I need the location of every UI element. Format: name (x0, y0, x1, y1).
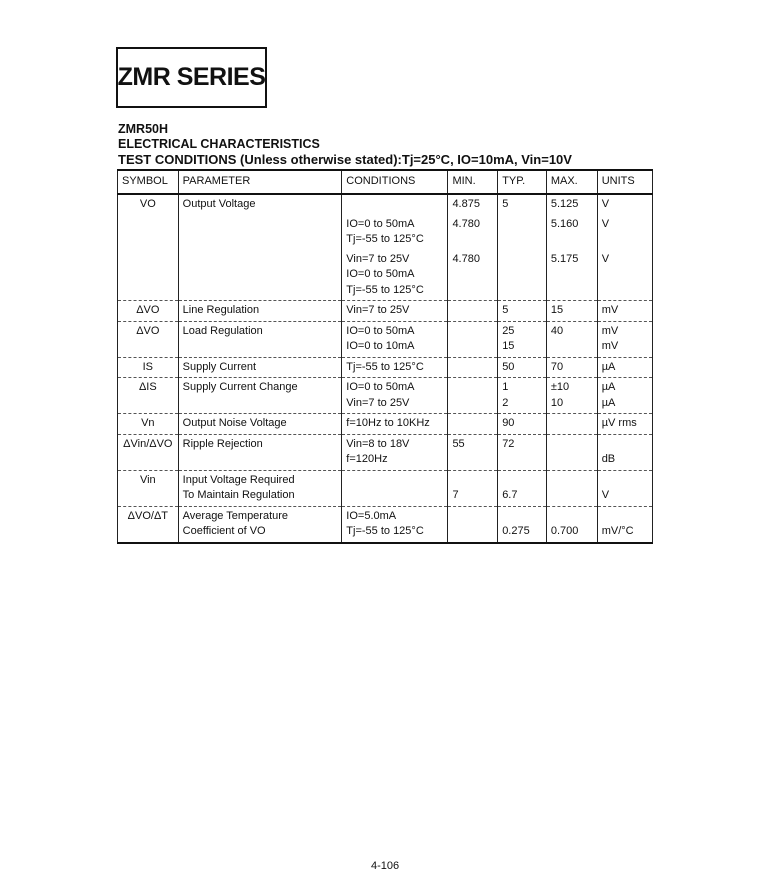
electrical-characteristics-table (117, 169, 653, 544)
table-header-row (118, 170, 653, 194)
cell-units: V (597, 250, 652, 301)
cell-max: 5.125 (546, 194, 597, 215)
table-row (118, 434, 653, 470)
cell-min (448, 414, 498, 435)
section-title: ELECTRICAL CHARACTERISTICS (118, 137, 320, 151)
cell-max: 0.700 (546, 506, 597, 543)
cell-symbol: ΔVO (118, 301, 179, 322)
cell-conditions: Tj=-55 to 125°C (342, 357, 448, 378)
cell-parameter: Output Voltage (178, 194, 342, 215)
cell-units: V (597, 194, 652, 215)
table-row (118, 378, 653, 414)
cell-symbol (118, 215, 179, 250)
cell-min (448, 357, 498, 378)
cell-max: 5.160 (546, 215, 597, 250)
table-row (118, 250, 653, 301)
cell-parameter: Line Regulation (178, 301, 342, 322)
cell-units: µA µA (597, 378, 652, 414)
cell-parameter: Ripple Rejection (178, 434, 342, 470)
cell-min: 4.875 (448, 194, 498, 215)
cell-symbol: IS (118, 357, 179, 378)
cell-parameter: Load Regulation (178, 321, 342, 357)
cell-max: 15 (546, 301, 597, 322)
cell-conditions: IO=0 to 50mA Vin=7 to 25V (342, 378, 448, 414)
cell-typ: 25 15 (498, 321, 547, 357)
cell-max: 40 (546, 321, 597, 357)
cell-symbol: VO (118, 194, 179, 215)
cell-typ (498, 250, 547, 301)
cell-conditions: Vin=7 to 25V (342, 301, 448, 322)
cell-parameter: Input Voltage Required To Maintain Regulation (178, 470, 342, 506)
cell-units: µA (597, 357, 652, 378)
cell-symbol: ΔIS (118, 378, 179, 414)
cell-max: ±10 10 (546, 378, 597, 414)
cell-min: 7 (448, 470, 498, 506)
header-conditions: CONDITIONS (342, 170, 448, 194)
table-row (118, 215, 653, 250)
cell-conditions: IO=0 to 50mA IO=0 to 10mA (342, 321, 448, 357)
header-units: UNITS (597, 170, 652, 194)
cell-conditions: f=10Hz to 10KHz (342, 414, 448, 435)
cell-typ: 5 (498, 194, 547, 215)
cell-max: 5.175 (546, 250, 597, 301)
cell-parameter (178, 215, 342, 250)
cell-typ: 72 (498, 434, 547, 470)
model-name: ZMR50H (118, 122, 169, 136)
cell-max (546, 414, 597, 435)
cell-min (448, 301, 498, 322)
cell-typ: 5 (498, 301, 547, 322)
cell-units: V (597, 215, 652, 250)
cell-conditions (342, 194, 448, 215)
cell-symbol (118, 250, 179, 301)
table-row (118, 414, 653, 435)
table-row (118, 470, 653, 506)
cell-min: 4.780 (448, 250, 498, 301)
cell-units: V (597, 470, 652, 506)
cell-min (448, 378, 498, 414)
cell-max: 70 (546, 357, 597, 378)
cell-conditions: IO=0 to 50mA Tj=-55 to 125°C (342, 215, 448, 250)
cell-typ: 1 2 (498, 378, 547, 414)
cell-parameter: Supply Current (178, 357, 342, 378)
cell-units: mV/°C (597, 506, 652, 543)
cell-symbol: Vin (118, 470, 179, 506)
cell-parameter: Supply Current Change (178, 378, 342, 414)
cell-parameter: Average Temperature Coefficient of VO (178, 506, 342, 543)
table-row (118, 321, 653, 357)
header-symbol: SYMBOL (118, 170, 179, 194)
cell-typ: 50 (498, 357, 547, 378)
header-typ: TYP. (498, 170, 547, 194)
cell-symbol: ΔVO (118, 321, 179, 357)
cell-symbol: ΔVO/ΔT (118, 506, 179, 543)
cell-typ: 6.7 (498, 470, 547, 506)
cell-parameter: Output Noise Voltage (178, 414, 342, 435)
table-row (118, 357, 653, 378)
cell-conditions (342, 470, 448, 506)
test-conditions: TEST CONDITIONS (Unless otherwise stated):Tj=25°C, IO=10mA, Vin=10V (118, 152, 572, 167)
cell-min (448, 506, 498, 543)
page-number: 4-106 (371, 860, 400, 872)
cell-max (546, 434, 597, 470)
series-title-box (116, 47, 267, 108)
cell-units: dB (597, 434, 652, 470)
section-headings (118, 122, 572, 167)
cell-min: 55 (448, 434, 498, 470)
series-title: ZMR SERIES (117, 63, 266, 91)
cell-typ (498, 215, 547, 250)
header-min: MIN. (448, 170, 498, 194)
table-row (118, 506, 653, 543)
cell-units: µV rms (597, 414, 652, 435)
cell-max (546, 470, 597, 506)
header-parameter: PARAMETER (178, 170, 342, 194)
cell-parameter (178, 250, 342, 301)
table-row (118, 194, 653, 215)
cell-typ: 0.275 (498, 506, 547, 543)
cell-conditions: Vin=7 to 25V IO=0 to 50mA Tj=-55 to 125°C (342, 250, 448, 301)
cell-units: mV mV (597, 321, 652, 357)
header-max: MAX. (546, 170, 597, 194)
cell-min: 4.780 (448, 215, 498, 250)
cell-units: mV (597, 301, 652, 322)
cell-typ: 90 (498, 414, 547, 435)
cell-min (448, 321, 498, 357)
cell-conditions: Vin=8 to 18V f=120Hz (342, 434, 448, 470)
cell-symbol: ΔVin/ΔVO (118, 434, 179, 470)
table-row (118, 301, 653, 322)
cell-symbol: Vn (118, 414, 179, 435)
cell-conditions: IO=5.0mA Tj=-55 to 125°C (342, 506, 448, 543)
